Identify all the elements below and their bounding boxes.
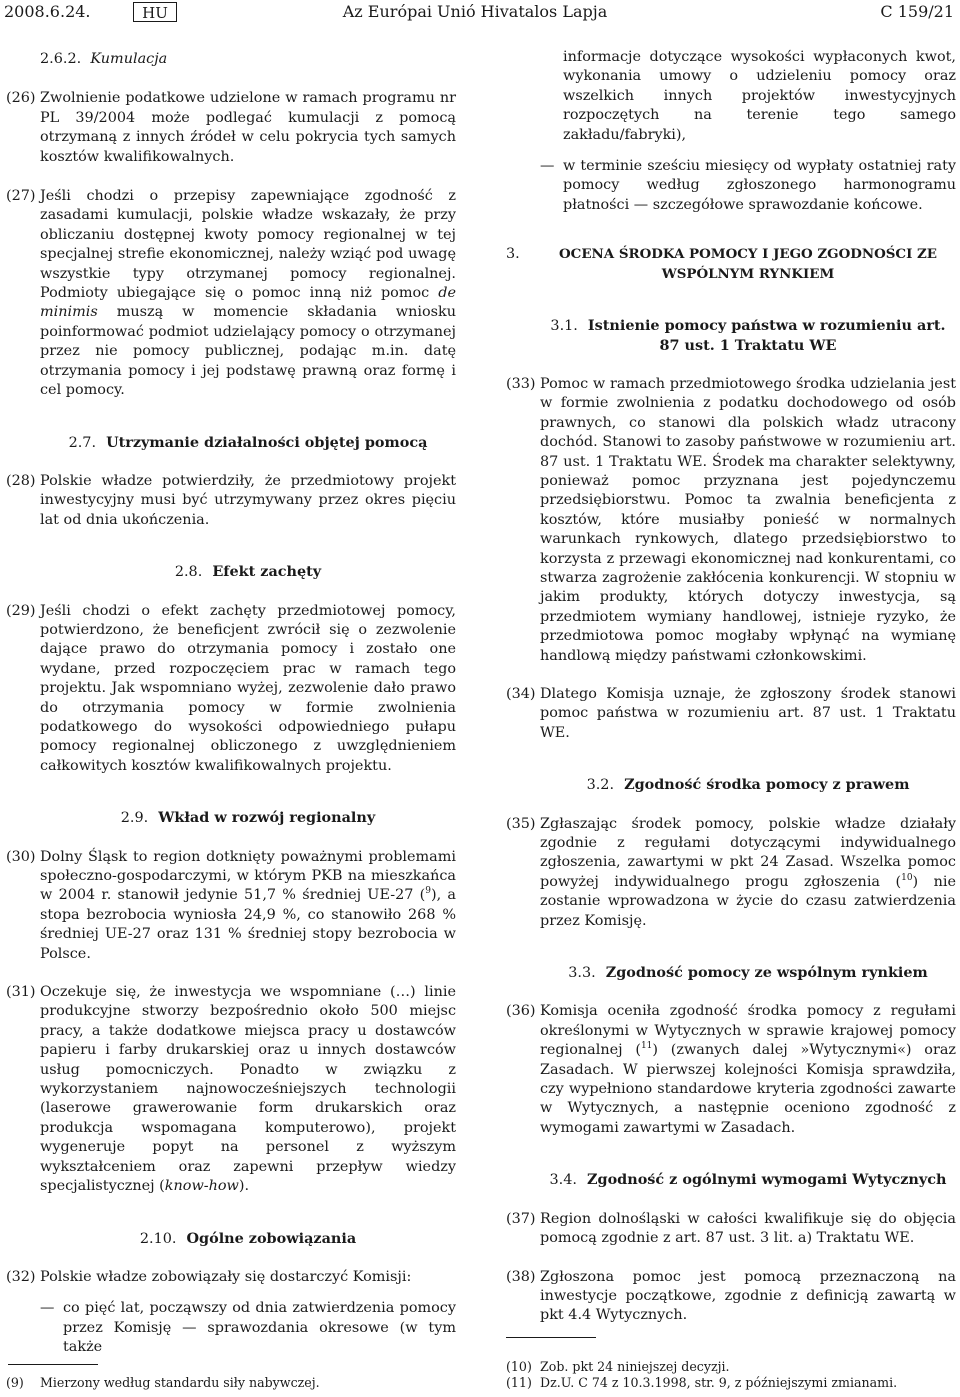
paragraph-number: (26)	[6, 90, 36, 107]
paragraph-text	[40, 848, 456, 964]
footnote-ref[interactable]: 9	[425, 886, 431, 897]
paragraph-29	[6, 602, 456, 777]
footnote-mark: (11)	[506, 1375, 532, 1390]
dash-text: co pięć lat, począwszy od dnia zatwierdzenia pomocy przez Komisję — sprawozdania okresowe (w tym także	[63, 1300, 456, 1356]
paragraph-27	[6, 187, 456, 400]
footnote-text: Dz.U. C 74 z 10.3.1998, str. 9, z późniejszymi zmianami.	[540, 1375, 898, 1390]
paragraph-35	[506, 815, 956, 931]
paragraph-number: (37)	[506, 1210, 536, 1227]
text-run: ), a stopa bezrobocia wyniosła 24,9 %, co stanowiło 268 % średniej UE-27 oraz 131 % średniej stopy bezrobocia w Polsce.	[40, 887, 456, 962]
section-number: 2.7.	[68, 434, 97, 451]
footnote-9	[6, 1375, 456, 1391]
paragraph-number: (30)	[6, 848, 36, 865]
section-title: Wkład w rozwój regionalny	[158, 809, 376, 827]
section-title: Kumulacja	[90, 51, 168, 67]
text-run: ) (zwanych dalej »Wytycznymi«) oraz Zasadach. W pierwszej kolejności Komisja sprawdziła, czy wypełniono standardowe kryteria zgodności zawarte w Wytycznych, a następnie oceniono zgodność z wymogami zawartymi w Zasadach.	[540, 1042, 956, 1136]
section-heading-2-9	[6, 808, 456, 828]
paragraph-text: Region dolnośląski w całości kwalifikuje się do objęcia pomocą zgodnie z art. 87 ust. 3 lit. a) Traktatu WE.	[540, 1210, 956, 1247]
section-heading-2-7	[6, 433, 456, 453]
paragraph-text: Pomoc w ramach przedmiotowego środka udzielania jest w formie zwolnienia z podatku dochodowego od osób prawnych, co stanowi dla polskich władz utracony dochód. Stanowi to zasoby państwowe w rozumieniu art. 87 ust. 1 Traktatu WE. Środek ma charakter selektywny, ponieważ pomoc przyznana jest pojedynczemu przedsiębiorstwu. Pomoc ta zwalnia beneficjenta z kosztów, które musiałby ponieść w normalnych warunkach rynkowych, dlatego przedsiębiorstwo to korzysta z przewagi ekonomicznej nad konkurentami, co stwarza zagrożenie zakłócenia konkurencji. W stopniu w jakim produkty, których dotyczy inwestycja, są przedmiotem wymiany handlowej, istnieje ryzyko, że przedmiotowa pomoc mogłaby wpłynąć na wymianę handlową między państwami członkowskimi.	[540, 375, 956, 664]
text-run: Dolny Śląsk to region dotknięty poważnymi problemami społeczno-gospodarczymi, w którym PKB na mieszkańca w 2004 r. stanowił jedynie 51,7 % średniej UE-27 (	[40, 848, 456, 904]
footnote-ref[interactable]: 11	[640, 1041, 653, 1052]
paragraph-number: (33)	[506, 375, 536, 392]
dash-mark: —	[40, 1300, 55, 1317]
footnote-mark: (10)	[506, 1359, 532, 1374]
text-run: Jeśli chodzi o przepisy zapewniające zgodność z zasadami kumulacji, polskie władze wskazały, że przy obliczaniu dostępnej kwoty pomocy regionalnej w tej specjalnej strefie ekonomicznej, należy wziąć pod uwagę wszystkie typy otrzymanej pomocy regionalnej. Podmioty ubiegające się o pomoc inną niż pomoc	[40, 188, 456, 302]
section-number: 2.10.	[139, 1230, 177, 1247]
section-title: Zgodność pomocy ze wspólnym rynkiem	[605, 964, 928, 982]
section-heading-2-10	[6, 1229, 456, 1249]
text-run: Komisja oceniła zgodność środka pomocy z regułami określonymi w Wytycznych w sprawie krajowej pomocy regionalnej (	[540, 1003, 956, 1059]
footnote-text: Zob. pkt 24 niniejszej decyzji.	[540, 1359, 730, 1374]
dash-item	[540, 157, 956, 215]
paragraph-text: Zgłoszona pomoc jest pomocą przeznaczoną na inwestycje początkowe, zgodnie z definicją zawartą w pkt 4.4 Wytycznych.	[540, 1268, 956, 1324]
paragraph-34	[506, 685, 956, 743]
section-heading-3-3	[506, 963, 956, 983]
section-heading-3-2	[506, 775, 956, 795]
paragraph-text	[540, 1002, 956, 1138]
section-title: OCENA ŚRODKA POMOCY I JEGO ZGODNOŚCI ZE WSPÓLNYM RYNKIEM	[559, 246, 937, 282]
section-number: 2.8.	[174, 564, 203, 581]
footnote-ref[interactable]: 10	[901, 873, 913, 884]
italic-term: know-how	[164, 1178, 239, 1195]
header-date: 2008.6.24.	[4, 2, 91, 21]
language-badge: HU	[133, 2, 177, 22]
continued-dash-text	[506, 48, 956, 145]
paragraph-text	[40, 983, 456, 1196]
paragraph-37	[506, 1210, 956, 1249]
paragraph-number: (29)	[6, 602, 36, 619]
section-title: Ogólne zobowiązania	[186, 1229, 357, 1247]
left-column	[6, 48, 456, 1358]
text-run: Zgłaszając środek pomocy, polskie władze działały zgodnie z regułami dotyczącymi indywidualnego zgłoszenia, zawartymi w pkt 24 Zasad. Wszelka pomoc powyżej indywidualnego progu zgłoszenia (	[540, 815, 956, 890]
right-footnotes	[506, 1359, 956, 1391]
footnote-10	[506, 1359, 956, 1375]
section-heading-2-8	[6, 562, 456, 582]
footnote-rule	[8, 1364, 98, 1365]
paragraph-number: (27)	[6, 188, 36, 205]
section-number: 2.6.2.	[40, 51, 82, 67]
right-column	[506, 48, 956, 1326]
dash-item	[40, 1299, 456, 1357]
section-title: Zgodność środka pomocy z prawem	[624, 776, 910, 794]
dash-text: w terminie sześciu miesięcy od wypłaty ostatniej raty pomocy według zgłoszonego harmonogramu płatności — szczegółowe sprawozdanie końcowe.	[563, 158, 956, 213]
paragraph-text: Polskie władze zobowiązały się dostarczyć Komisji:	[40, 1268, 412, 1285]
section-number: 2.9.	[120, 810, 149, 827]
journal-title: Az Európai Unió Hivatalos Lapja	[342, 2, 608, 21]
section-number: 3.3.	[568, 965, 596, 982]
paragraph-text	[540, 815, 956, 931]
paragraph-36	[506, 1002, 956, 1138]
section-number: 3.2.	[586, 777, 615, 794]
paragraph-number: (28)	[6, 472, 36, 489]
paragraph-text	[40, 187, 456, 400]
paragraph-26	[6, 89, 456, 167]
paragraph-text: Jeśli chodzi o efekt zachęty przedmiotowej pomocy, potwierdzono, że beneficjent zwrócił się o zezwolenie dające prawo do otrzymania pomocy i zostało one wydane, przed rozpoczęciem prac w ramach tego projektu. Jak wspomniano wyżej, zezwolenie dało prawo do otrzymania pomocy w formie zwolnienia podatkowego do wysokości odpowiedniego pułapu pomocy regionalnej obliczonego z uwzględnieniem całkowitych kosztów kwalifikowalnych projektu.	[40, 602, 456, 774]
section-title: Istnienie pomocy państwa w rozumieniu art. 87 ust. 1 Traktatu WE	[587, 317, 946, 355]
dash-text: informacje dotyczące wysokości wypłaconych kwot, wykonania umowy o udzieleniu pomocy oraz wszelkich innych projektów inwestycyjnych rozpoczętych na terenie tego samego zakładu/fabryki),	[563, 49, 956, 143]
section-heading-3	[506, 245, 956, 284]
paragraph-text: Dlatego Komisja uznaje, że zgłoszony środek stanowi pomoc państwa w rozumieniu art. 87 ust. 1 Traktatu WE.	[540, 685, 956, 741]
paragraph-number: (38)	[506, 1268, 536, 1285]
dash-mark: —	[540, 158, 555, 175]
paragraph-text: Polskie władze potwierdziły, że przedmiotowy projekt inwestycyjny musi być utrzymywany przez okres pięciu lat od dnia ukończenia.	[40, 472, 456, 528]
section-number: 3.4.	[549, 1172, 577, 1189]
dash-item	[540, 48, 956, 145]
section-heading-3-1	[506, 316, 956, 356]
paragraph-number: (34)	[506, 685, 536, 702]
dash-spacer	[540, 48, 563, 145]
paragraph-31	[6, 983, 456, 1196]
section-number: 3.1.	[550, 318, 578, 335]
italic-term: de minimis	[40, 285, 456, 321]
text-run: ) nie zostanie wprowadzona w życie do czasu zatwierdzenia przez Komisję.	[540, 873, 957, 929]
section-number: 3.	[506, 246, 520, 263]
text-run: ).	[238, 1178, 250, 1195]
paragraph-number: (32)	[6, 1268, 36, 1285]
paragraph-33	[506, 375, 956, 666]
text-run: muszą w momencie składania wniosku poinformować podmiot udzielający pomocy o otrzymanej przez nie pomocy publicznej, podając m.in. datę otrzymania pomocy i jej podstawę prawną oraz formę i cel pomocy.	[40, 304, 456, 399]
paragraph-30	[6, 848, 456, 964]
section-title: Zgodność z ogólnymi wymogami Wytycznych	[587, 1171, 947, 1189]
section-title: Utrzymanie działalności objętej pomocą	[106, 433, 428, 451]
section-title: Efekt zachęty	[212, 563, 322, 581]
footnote-11	[506, 1375, 956, 1391]
text-run: Oczekuje się, że inwestycja we wspomniane (…) linie produkcyjne stworzy bezpośrednio około 500 miejsc pracy, a także dodatkowe miejsca pracy u dostawców papieru i farby drukarskiej oraz u innych dostawców usług pomocniczych. Ponadto w związku z wykorzystaniem najnowocześniejszych technologii (laserowe grawerowanie form drukarskich oraz produkcja wspomagana komputerowo), projekt wygeneruje popyt na personel z wyższym wykształceniem oraz zapewni przepływ wiedzy specjalistycznej (	[40, 984, 456, 1195]
section-heading-3-4	[506, 1170, 956, 1190]
paragraph-28	[6, 472, 456, 530]
paragraph-38	[506, 1268, 956, 1326]
paragraph-number: (36)	[506, 1003, 536, 1020]
paragraph-number: (31)	[6, 984, 36, 1001]
paragraph-number: (35)	[506, 815, 536, 832]
footnote-text: Mierzony według standardu siły nabywczej.	[40, 1375, 320, 1390]
paragraph-text: Zwolnienie podatkowe udzielone w ramach programu nr PL 39/2004 może podlegać kumulacji z pomocą otrzymaną z innych źródeł w celu pokrycia tych samych kosztów kwalifikowalnych.	[40, 90, 456, 165]
section-heading-2-6-2	[6, 48, 456, 69]
paragraph-32-dash-list	[6, 1299, 456, 1357]
page-number: C 159/21	[880, 2, 954, 21]
dash-list	[506, 157, 956, 215]
footnote-mark: (9)	[6, 1375, 24, 1390]
footnote-rule	[506, 1337, 596, 1338]
paragraph-32	[6, 1268, 456, 1287]
